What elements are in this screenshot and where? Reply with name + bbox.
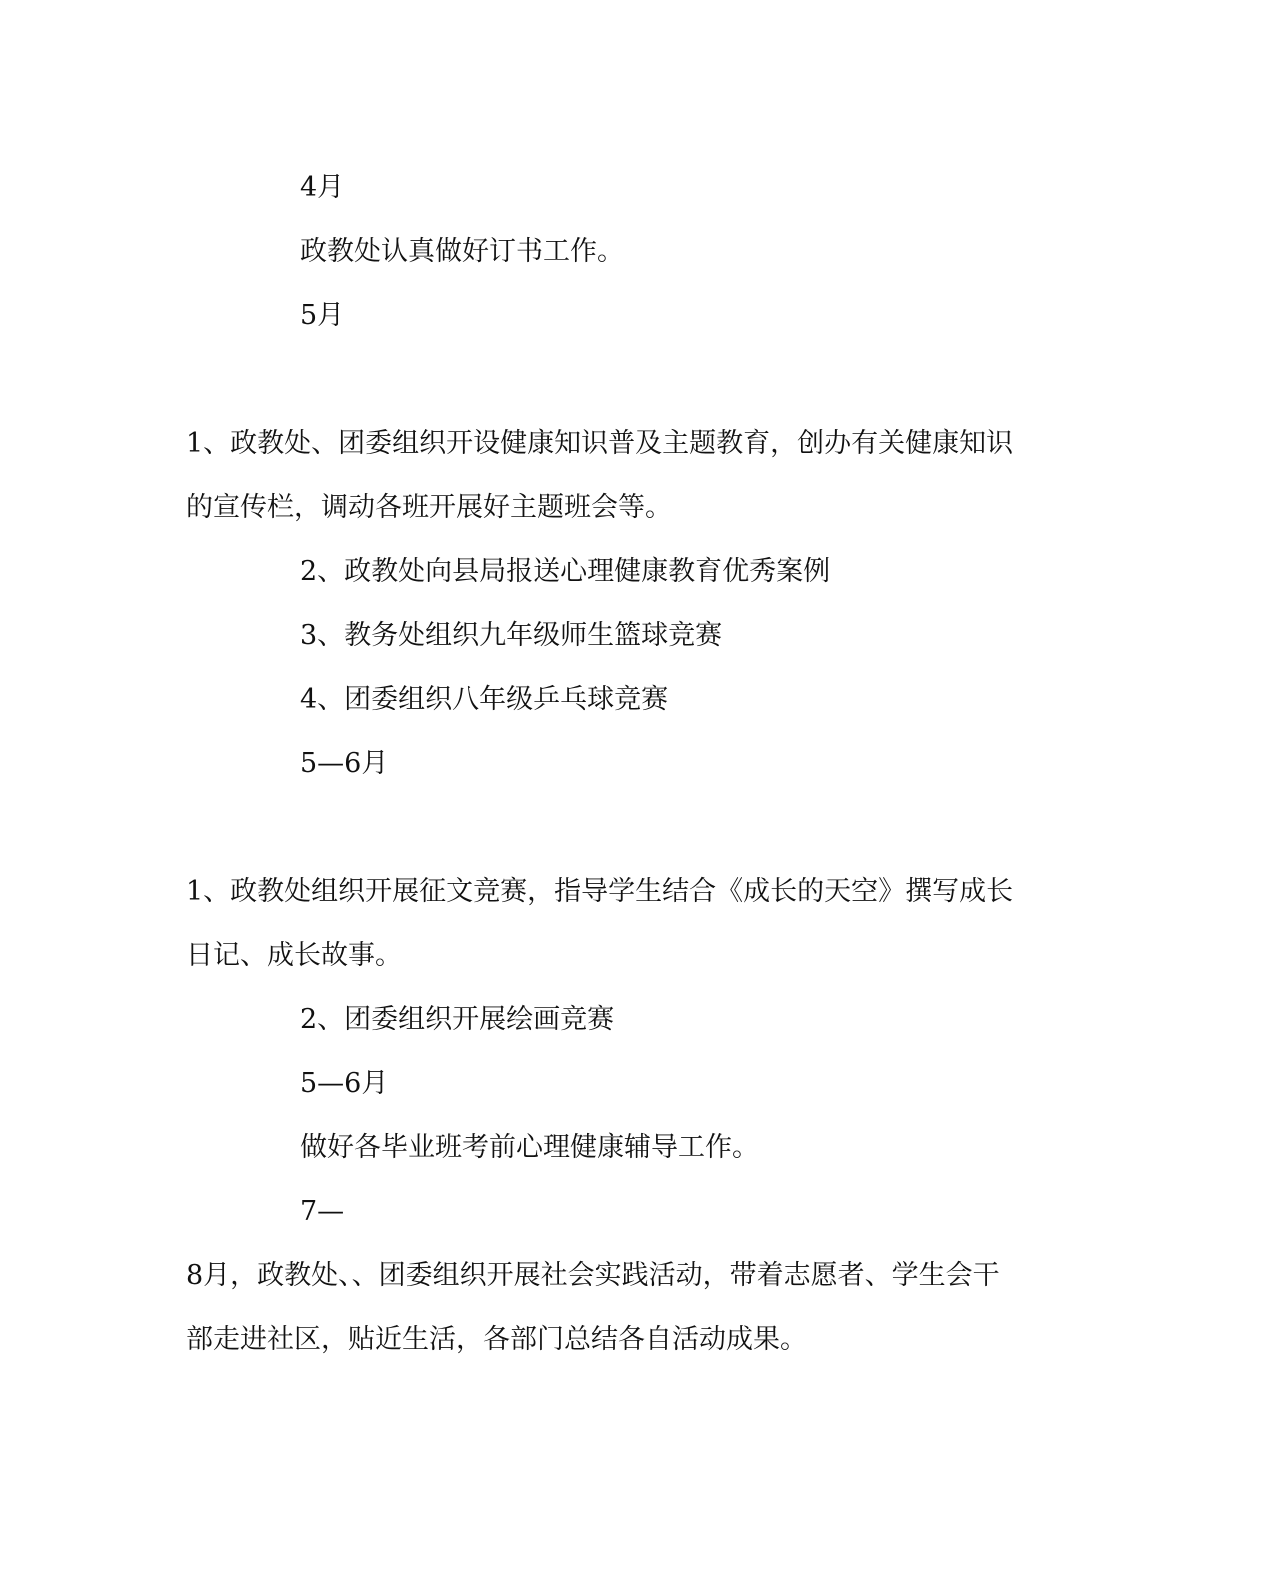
- month-heading-april: 4月: [300, 172, 345, 203]
- month-heading-may-june: 5—6月: [300, 1068, 389, 1099]
- month-heading-may: 5月: [300, 300, 345, 331]
- paragraph-line: 1、政教处组织开展征文竞赛，指导学生结合《成长的天空》撰写成长: [186, 876, 1014, 907]
- list-item: 2、政教处向县局报送心理健康教育优秀案例: [300, 556, 831, 587]
- list-item: 2、团委组织开展绘画竞赛: [300, 1004, 615, 1035]
- list-item: 3、教务处组织九年级师生篮球竞赛: [300, 620, 723, 651]
- paragraph-line: 政教处认真做好订书工作。: [300, 236, 624, 267]
- paragraph-line: 日记、成长故事。: [186, 940, 402, 971]
- list-item: 4、团委组织八年级乒乓球竞赛: [300, 684, 669, 715]
- paragraph-line: 做好各毕业班考前心理健康辅导工作。: [300, 1132, 759, 1163]
- paragraph-line: 的宣传栏，调动各班开展好主题班会等。: [186, 492, 672, 523]
- month-heading-july: 7—: [300, 1196, 345, 1227]
- paragraph-line: 1、政教处、团委组织开设健康知识普及主题教育，创办有关健康知识: [186, 428, 1014, 459]
- month-heading-may-june: 5—6月: [300, 748, 389, 779]
- paragraph-line: 8月，政教处、、团委组织开展社会实践活动，带着志愿者、学生会干: [186, 1260, 1000, 1291]
- paragraph-line: 部走进社区，贴近生活，各部门总结各自活动成果。: [186, 1324, 807, 1355]
